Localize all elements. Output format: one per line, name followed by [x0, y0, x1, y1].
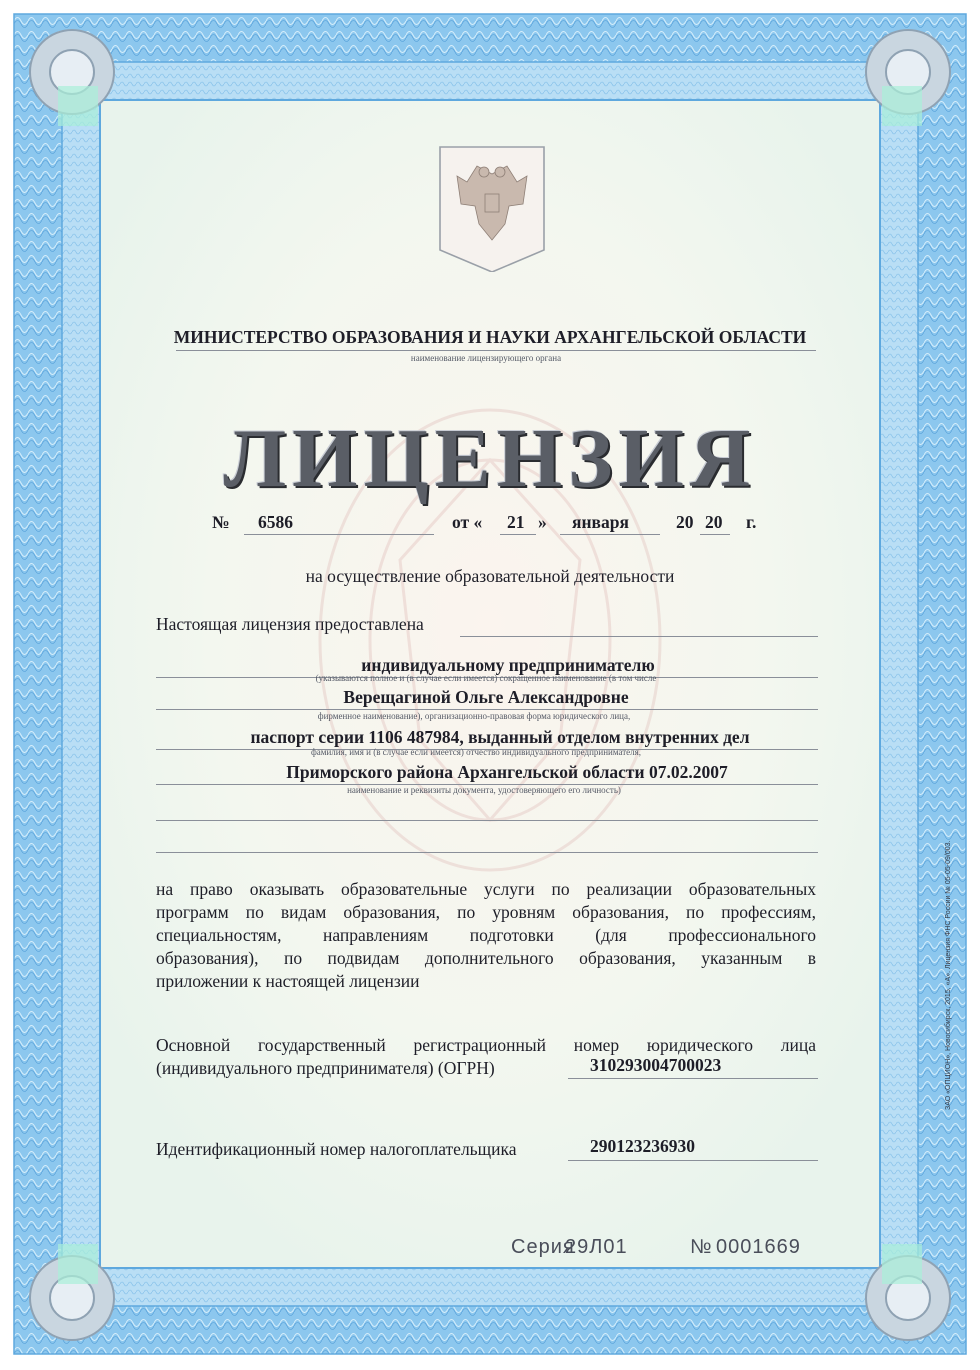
- ministry-name: МИНИСТЕРСТВО ОБРАЗОВАНИЯ И НАУКИ АРХАНГЕЛЬСКОЙ ОБЛАСТИ: [173, 327, 807, 347]
- holder-caption-3: фамилия, имя и (в случае если имеется) отчество индивидуального предпринимателя,: [310, 747, 642, 757]
- license-number: 6586: [258, 512, 293, 532]
- holder-caption-1: (указываются полное и (в случае если имеется) сокращенное наименование (в том числе: [315, 673, 657, 683]
- inn-label: Идентификационный номер налогоплательщика: [156, 1139, 517, 1159]
- license-number-underline: [244, 534, 434, 535]
- holder-line-4: Приморского района Архангельской области 07.02.2007: [286, 762, 728, 782]
- ogrn-label-line-1: Основной государственный регистрационный номер юридического лица: [156, 1035, 816, 1055]
- license-year-underline: [700, 534, 730, 535]
- document-title: ЛИЦЕНЗИЯ: [223, 412, 757, 505]
- license-year-suffix: 20: [705, 512, 723, 532]
- license-day: 21: [507, 512, 525, 532]
- coat-of-arms-icon: [437, 144, 547, 272]
- license-from-label: от «: [452, 512, 483, 532]
- rights-line: на право оказывать образовательные услуги по реализации образовательных: [156, 879, 816, 899]
- series-number: 0001669: [716, 1236, 801, 1258]
- holder-blank-line-1: [156, 820, 818, 821]
- license-no-label: №: [212, 512, 230, 532]
- granted-to-label: Настоящая лицензия предоставлена: [156, 614, 424, 634]
- series-value: 29Л01: [565, 1236, 628, 1258]
- inn-underline: [568, 1160, 818, 1161]
- ogrn-value: 310293004700023: [590, 1055, 722, 1075]
- series-label: Серия: [511, 1236, 575, 1258]
- license-month-underline: [560, 534, 660, 535]
- holder-line-3: паспорт серии 1106 487984, выданный отделом внутренних дел: [250, 727, 750, 747]
- holder-caption-4: наименование и реквизиты документа, удостоверяющего его личность): [347, 785, 621, 795]
- holder-caption-2: фирменное наименование), организационно-правовая форма юридического лица,: [317, 711, 631, 721]
- license-purpose: на осуществление образовательной деятельности: [305, 566, 675, 586]
- license-day-underline: [500, 534, 536, 535]
- granted-to-underline: [460, 636, 818, 637]
- license-year-prefix: 20: [676, 512, 694, 532]
- rights-paragraph: [156, 878, 816, 993]
- license-day-close: »: [538, 512, 547, 532]
- ministry-underline: [176, 350, 816, 351]
- ogrn-underline: [568, 1078, 818, 1079]
- license-month: января: [572, 512, 629, 532]
- ministry-caption: наименование лицензирующего органа: [410, 353, 562, 363]
- holder-line-1: индивидуальному предпринимателю: [361, 655, 655, 675]
- rights-line: программ по видам образования, по уровням образования, по профессиям,: [156, 902, 816, 922]
- license-year-label: г.: [746, 512, 757, 532]
- holder-line-2-underline: [156, 709, 818, 710]
- inn-value: 290123236930: [590, 1136, 695, 1156]
- rights-line: образования), по подвидам дополнительного образования, указанным в: [156, 948, 816, 968]
- holder-blank-line-2: [156, 852, 818, 853]
- rights-line: приложении к настоящей лицензии: [156, 971, 420, 991]
- holder-line-2: Верещагиной Ольге Александровне: [343, 687, 629, 707]
- series-no-label: №: [690, 1236, 713, 1258]
- rights-line: специальностям, направлениям подготовки (для профессионального: [156, 925, 816, 945]
- ogrn-label-line-2: (индивидуального предпринимателя) (ОГРН): [156, 1058, 495, 1078]
- printer-note: ЗАО «ОПЦИОН», Новосибирск, 2015, «А». Лицензия ФНС России № 05-05-09/003.: [945, 840, 952, 1110]
